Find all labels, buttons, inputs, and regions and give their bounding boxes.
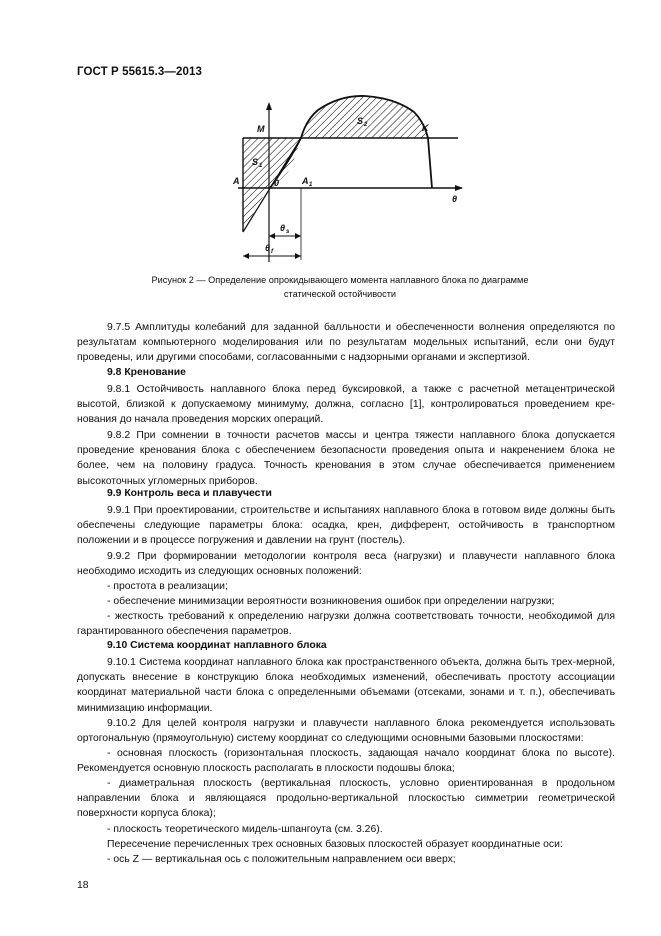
bullet-error-minimization: - обеспечение минимизации вероятности возникновения ошибок при определении нагрузки; (107, 596, 555, 607)
paragraph-axes-intro: Пересечение перечисленных трех основных базовых плоскостей образует координатные оси: (107, 839, 563, 850)
figure-caption-line-1: Рисунок 2 — Определение опрокидывающего момента наплавного блока по диаграмме (151, 275, 529, 285)
heading-9-10: 9.10 Система координат наплавного блока (107, 640, 327, 651)
heading-9-8: 9.8 Кренование (107, 367, 186, 378)
svg-text:s: s (286, 229, 290, 235)
svg-text:2: 2 (364, 122, 368, 128)
bullet-z-axis: - ось Z — вертикальная ось с положительным направлением оси вверх; (107, 854, 456, 865)
label-a: A (233, 176, 240, 186)
paragraph-9-8-1: 9.8.1 Остойчивость наплавного блока перед буксировкой, а также с расчетной метацентрической высотой, близкой к допускаемому минимуму, должна, согласно [1], контролироваться проведением кре-нования до начала проведения морских операций. (77, 384, 615, 426)
bullet-centre-plane: - диаметральная плоскость (вертикальная плоскость, условно ориентированная в продольном направлении блока и являющаяся продольно-вертикальной плоскостью симметрии геометрической поверхности корпуса блока); (77, 778, 615, 820)
area-s2 (301, 96, 428, 138)
paragraph-9-10-2: 9.10.2 Для целей контроля нагрузки и плавучести наплавного блока рекомендуется использовать ортогональную (прямоугольную) систему координат со следующими основными базовыми плоскостями: (77, 718, 615, 745)
label-origin: 0 (274, 178, 280, 188)
paragraph-9-9-2: 9.9.2 При формировании методологии контроля веса (нагрузки) и плавучести наплавного блока необходимо исходить из следующих основных положений: (77, 551, 615, 578)
vertical-axis-arrow (266, 102, 272, 110)
label-m: M (257, 124, 265, 134)
label-k: K (422, 123, 429, 133)
page-number: 18 (77, 880, 89, 891)
svg-text:1: 1 (309, 182, 313, 188)
theta-axis-arrow (455, 185, 463, 191)
label-s1: S (252, 157, 259, 167)
paragraph-9-7-5: 9.7.5 Амплитуды колебаний для заданной балльности и обеспеченности волнения определяются по результатам компьютерного моделирования или по результатам модельных испытаний, если они будут проведены, или другими способами, согласованными с надзорными органами и экспертизой. (77, 322, 615, 364)
bullet-strict-requirements: - жесткость требований к определению нагрузки должна соответствовать точности, необходимой для гарантированного обеспечения параметров. (77, 611, 615, 638)
paragraph-9-10-1: 9.10.1 Система координат наплавного блока как пространственного объекта, должна быть трех-мерной, допускать внесение в конструкцию блока необходимых изменений, обеспечивать простоту ассоциации координат материальной части блока с определенными объемами (отсеками, зонами и т. п.), обеспечивать минимизацию информации. (77, 657, 615, 714)
paragraph-9-9-1: 9.9.1 При проектировании, строительстве и испытаниях наплавного блока в готовом виде должны быть обеспечены следующие параметры блока: осадка, крен, дифферент, остойчивость в транспортном положении и в процессе погружения и давлении на грунт (постель). (77, 505, 615, 547)
document-header: ГОСТ Р 55615.3—2013 (77, 66, 202, 78)
bullet-midship-plane: - плоскость теоретического мидель-шпангоута (см. 3.26). (107, 824, 383, 835)
heading-9-9: 9.9 Контроль веса и плавучести (107, 488, 272, 499)
label-theta-s: θ (280, 223, 286, 233)
svg-text:1: 1 (259, 163, 263, 169)
label-theta-f: θ (265, 243, 271, 253)
label-a1: A (302, 176, 309, 186)
label-theta: θ (452, 194, 458, 204)
bullet-simplicity: - простота в реализации; (107, 581, 228, 592)
stability-diagram (0, 0, 661, 300)
paragraph-9-8-2: 9.8.2 При сомнении в точности расчетов массы и центра тяжести наплавного блока допускается проведение кренования блока с обеспечением безопасности проведения опыта и накренением блока не более, чем на половину градуса. Точность кренования в этом случае обеспечивается применением высокоточных угломерных приборов. (77, 430, 615, 487)
label-s2: S (357, 116, 364, 126)
figure-caption-line-2: статической остойчивости (283, 289, 397, 299)
bullet-base-plane: - основная плоскость (горизонтальная плоскость, задающая начало координат блока по высоте). Рекомендуется основную плоскость располагать в плоскости подошвы блока; (77, 748, 615, 775)
svg-text:f: f (271, 249, 273, 255)
